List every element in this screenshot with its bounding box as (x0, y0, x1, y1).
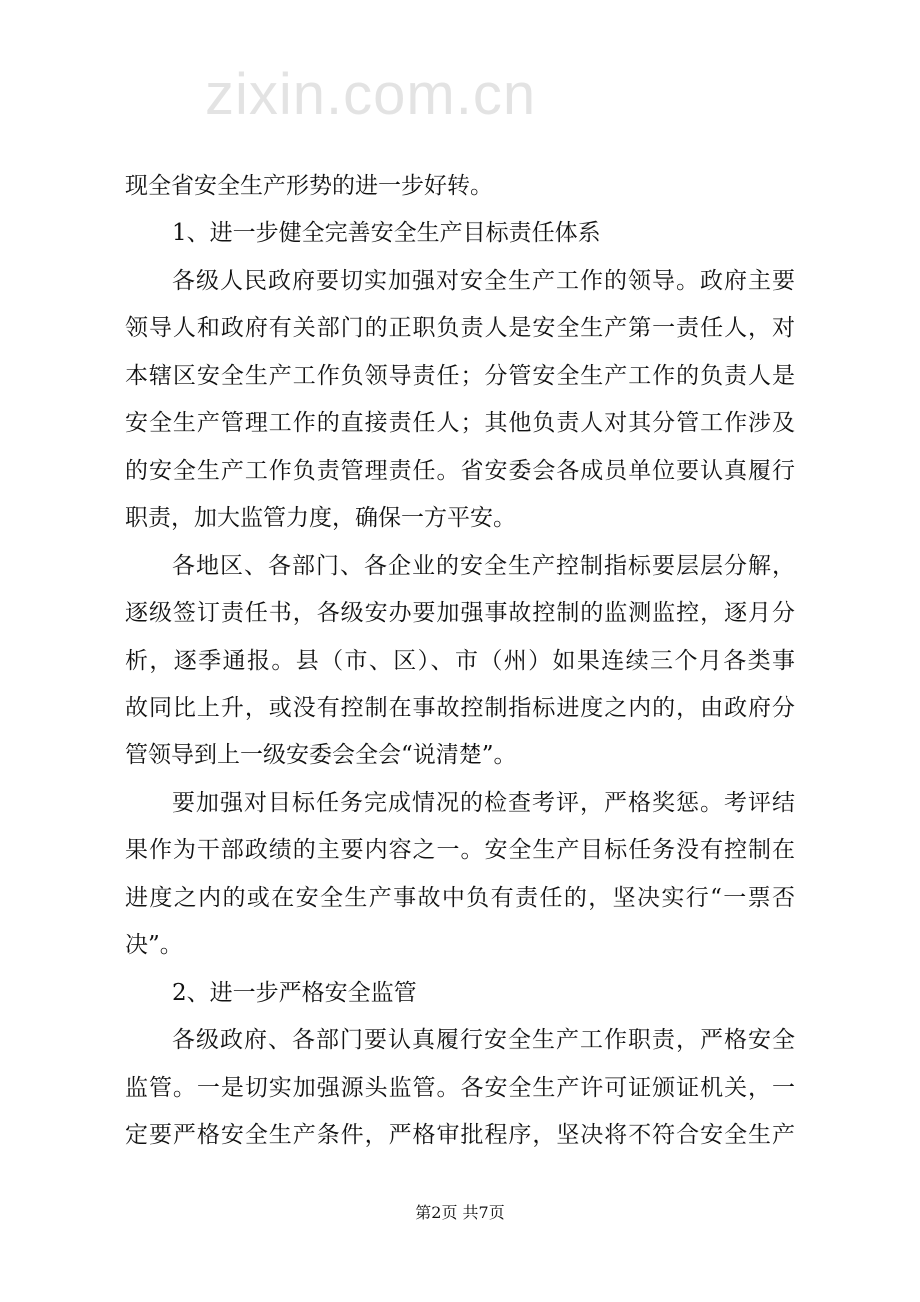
watermark: zixin.com.cn (205, 62, 537, 127)
text-line: 职责，加大监管力度，确保一方平安。 (125, 505, 516, 532)
text-line: 领导人和政府有关部门的正职负责人是安全生产第一责任人，对 (125, 315, 795, 342)
text-line: 本辖区安全生产工作负领导责任；分管安全生产工作的负责人是 (125, 362, 795, 389)
text-line: 析，逐季通报。县（市、区）、市（州）如果连续三个月各类事 (125, 647, 795, 674)
text-line: 故同比上升，或没有控制在事故控制指标进度之内的，由政府分 (125, 694, 795, 721)
text-line: 各级人民政府要切实加强对安全生产工作的领导。政府主要 (172, 267, 795, 294)
text-line: 逐级签订责任书，各级安办要加强事故控制的监测监控，逐月分 (125, 600, 795, 627)
page-footer: 第2页 共7页 (415, 1203, 505, 1222)
text-line: 1、进一步健全完善安全生产目标责任体系 (172, 220, 601, 247)
text-line: 果作为干部政绩的主要内容之一。安全生产目标任务没有控制在 (125, 837, 795, 864)
text-line: 的安全生产工作负责管理责任。省安委会各成员单位要认真履行 (125, 457, 795, 484)
text-line: 监管。一是切实加强源头监管。各安全生产许可证颁证机关，一 (125, 1074, 795, 1101)
text-line: 现全省安全生产形势的进一步好转。 (125, 173, 493, 199)
text-line: 决”。 (125, 932, 183, 959)
text-line: 管领导到上一级安委会全会“说清楚”。 (125, 742, 517, 769)
text-line: 定要严格安全生产条件，严格审批程序，坚决将不符合安全生产 (125, 1122, 795, 1148)
text-line: 安全生产管理工作的直接责任人；其他负责人对其分管工作涉及 (125, 410, 795, 437)
text-line: 进度之内的或在安全生产事故中负有责任的，坚决实行“一票否 (125, 884, 795, 911)
text-line: 各地区、各部门、各企业的安全生产控制指标要层层分解， (172, 552, 795, 579)
text-line: 要加强对目标任务完成情况的检查考评，严格奖惩。考评结 (172, 789, 795, 816)
text-line: 2、进一步严格安全监管 (172, 979, 417, 1006)
text-line: 各级政府、各部门要认真履行安全生产工作职责，严格安全 (172, 1027, 795, 1054)
